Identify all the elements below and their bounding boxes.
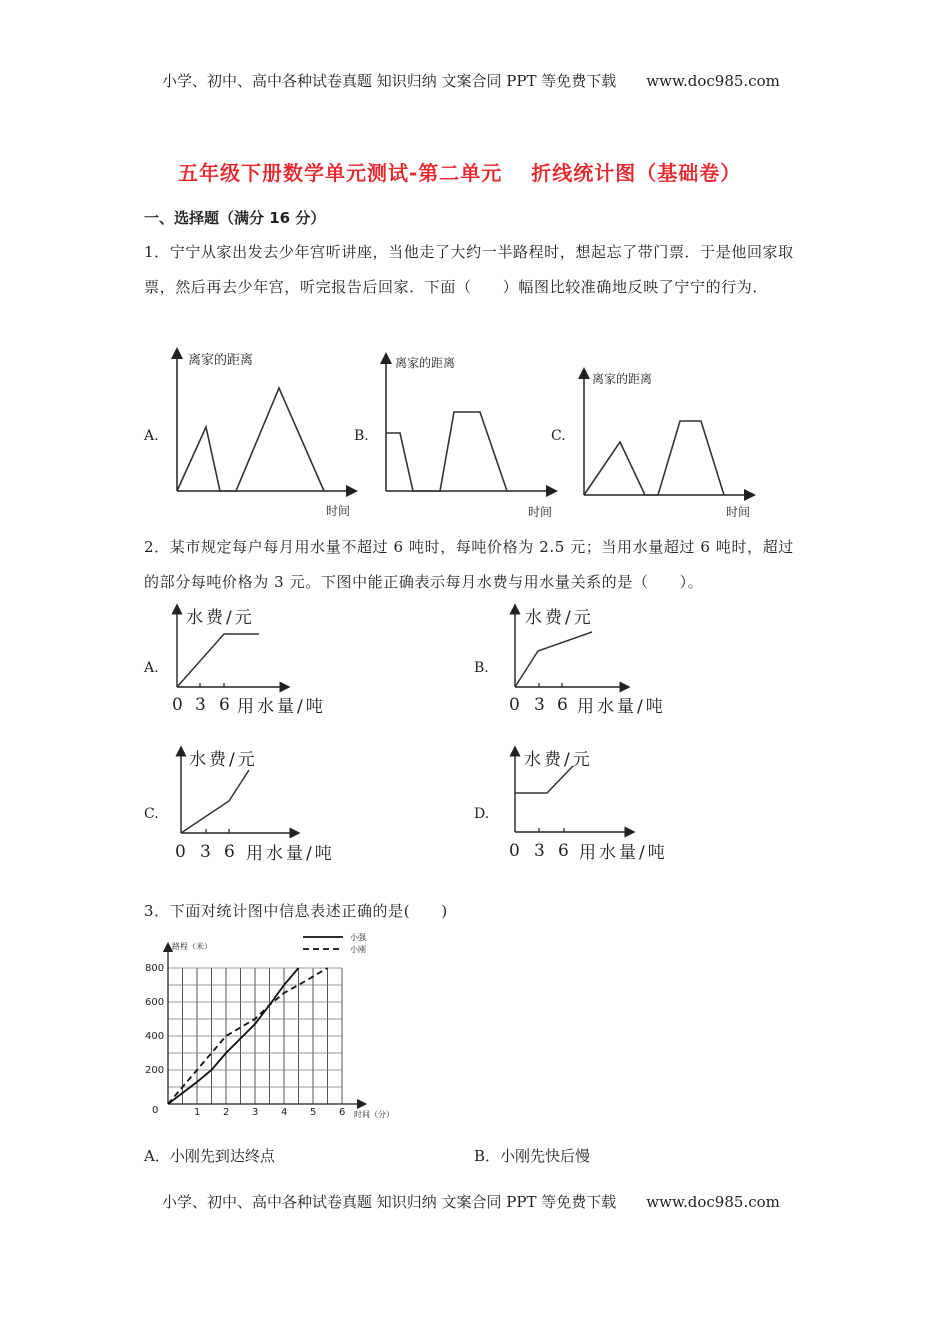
svg-text:小强: 小强 [350,933,366,942]
x-axis-label: 用水量/吨 [579,843,668,863]
q3-line-chart [140,925,400,1125]
svg-text:0: 0 [175,842,186,862]
q2-option-b-label[interactable]: B. [474,660,489,676]
svg-text:400: 400 [145,1031,165,1042]
x-axis-label: 时间 [326,504,351,518]
footer-text: 小学、初中、高中各种试卷真题 知识归纳 文案合同 PPT 等免费下载 [162,1193,617,1211]
q2-graph-b [505,603,695,718]
svg-text:6: 6 [558,841,569,861]
svg-text:2: 2 [223,1107,230,1118]
y-axis-label: 离家的距离 [592,372,653,386]
svg-text:0: 0 [172,695,183,715]
x-axis-label: 用水量/吨 [237,697,326,717]
y-axis-label: 水费/元 [186,608,255,628]
q1-option-a-label[interactable]: A. [144,428,159,444]
q2-option-c-label[interactable]: C. [144,806,159,822]
svg-text:6: 6 [219,695,230,715]
svg-text:200: 200 [145,1065,165,1076]
svg-text:0: 0 [509,695,520,715]
page-footer [162,1191,780,1212]
header-text: 小学、初中、高中各种试卷真题 知识归纳 文案合同 PPT 等免费下载 [162,72,617,90]
q1-graph-a [160,345,360,520]
svg-text:3: 3 [534,695,545,715]
header-site: www.doc985.com [646,72,780,90]
q2-graph-c [170,745,360,865]
q3-option-a[interactable]: A．小刚先到达终点 [144,1147,275,1165]
x-axis-label: 时间 [726,505,751,519]
svg-text:3: 3 [534,841,545,861]
svg-text:3: 3 [252,1107,259,1118]
q2-option-a-label[interactable]: A. [144,660,159,676]
x-axis-label: 时间 [528,505,553,519]
q3-option-b[interactable]: B．小刚先快后慢 [474,1147,591,1165]
page-header [162,70,780,91]
svg-text:5: 5 [310,1107,317,1118]
svg-text:3: 3 [200,842,211,862]
svg-text:6: 6 [339,1107,346,1118]
svg-text:4: 4 [281,1107,288,1118]
q1-graph-c [570,365,760,520]
page-title: 五年级下册数学单元测试-第二单元 折线统计图（基础卷） [178,161,742,185]
svg-text:1: 1 [194,1107,201,1118]
svg-text:小刚: 小刚 [350,945,366,954]
q1-option-c-label[interactable]: C. [551,428,566,444]
question-2-text: 2．某市规定每户每月用水量不超过 6 吨时，每吨价格为 2.5 元；当用水量超过 6 吨时，超过的部分每吨价格为 3 元。下图中能正确表示每月水费与用水量关系的是（ ）。 [144,538,794,591]
svg-text:800: 800 [145,963,165,974]
x-axis-label: 用水量/吨 [246,844,335,864]
q1-option-b-label[interactable]: B. [354,428,369,444]
svg-text:0: 0 [152,1105,159,1116]
q2-graph-a [165,603,355,718]
x-axis-label: 时间（分） [354,1110,394,1119]
y-axis-label: 水费/元 [525,608,594,628]
svg-text:6: 6 [224,842,235,862]
q2-graph-d [505,745,695,865]
svg-text:6: 6 [557,695,568,715]
q1-graph-b [370,350,560,520]
question-1-text: 1．宁宁从家出发去少年宫听讲座，当他走了大约一半路程时，想起忘了带门票．于是他回家取票，然后再去少年宫，听完报告后回家．下面（ ）幅图比较准确地反映了宁宁的行为． [144,243,794,296]
y-axis-label: 离家的距离 [395,356,456,370]
q2-option-d-label[interactable]: D. [474,806,490,822]
svg-text:0: 0 [509,841,520,861]
svg-text:600: 600 [145,997,165,1008]
x-axis-label: 用水量/吨 [577,697,666,717]
section-heading: 一、选择题（满分 16 分） [144,209,326,227]
y-axis-label: 水费/元 [524,750,593,770]
footer-site: www.doc985.com [646,1193,780,1211]
svg-text:3: 3 [195,695,206,715]
y-axis-label: 离家的距离 [188,353,254,368]
y-axis-label: 路程（米） [172,942,212,951]
y-axis-label: 水费/元 [189,750,258,770]
chart-legend [303,932,367,954]
question-3-text: 3．下面对统计图中信息表述正确的是( ) [144,902,448,920]
